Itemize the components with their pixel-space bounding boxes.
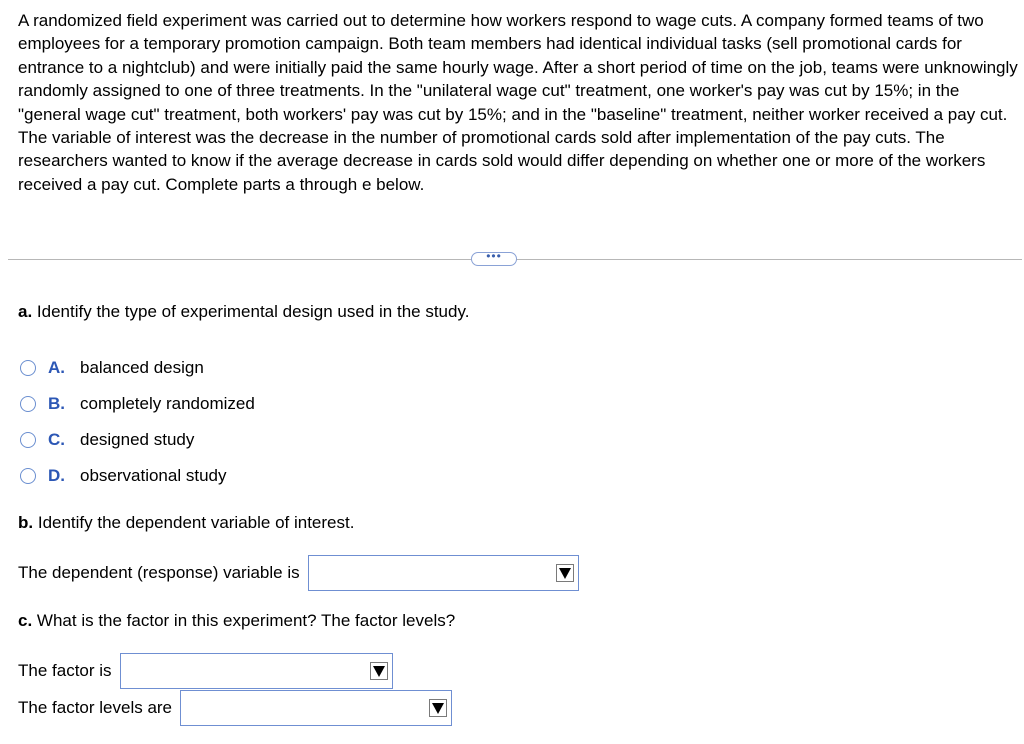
factor-dropdown[interactable] (120, 653, 393, 689)
problem-intro: A randomized field experiment was carried out to determine how workers respond to wage cuts. A company formed teams of two employees for a temporary promotion campaign. Both team members had identical individual tasks (sell promotional cards for entrance to a nightclub) and were initially paid the same hourly wage. After a short period of time on the job, teams were unknowingly randomly assigned to one of three treatments. In the "unilateral wage cut" treatment, one worker's pay was cut by 15%; in the "general wage cut" treatment, both workers' pay was cut by 15%; and in the "baseline" treatment, neither worker received a pay cut. The variable of interest was the decrease in the number of promotional cards sold after implementation of the pay cuts. The researchers wanted to know if the average decrease in cards sold would differ depending on whether one or more of the workers received a pay cut. Complete parts a through e below. (18, 11, 1018, 194)
factor-label: The factor is (18, 661, 112, 680)
dependent-variable-label: The dependent (response) variable is (18, 563, 300, 582)
factor-row (18, 653, 393, 689)
part-b-text: Identify the dependent variable of interest. (37, 513, 355, 532)
ellipsis-icon: ••• (486, 249, 502, 263)
dependent-variable-row (18, 555, 579, 591)
dropdown-arrow-icon[interactable] (556, 564, 574, 582)
option-letter: A. (48, 358, 65, 377)
option-letter: B. (48, 394, 65, 413)
dropdown-arrow-icon[interactable] (370, 662, 388, 680)
radio-button[interactable] (20, 468, 36, 484)
option-text: completely randomized (80, 394, 255, 413)
part-c-letter: c. (18, 611, 33, 630)
option-c[interactable] (20, 429, 194, 451)
option-text: designed study (80, 430, 195, 449)
part-a-question (18, 301, 469, 323)
part-a-text: Identify the type of experimental design used in the study. (36, 302, 470, 321)
dropdown-arrow-icon[interactable] (429, 699, 447, 717)
option-text: balanced design (80, 358, 204, 377)
radio-button[interactable] (20, 360, 36, 376)
factor-levels-row (18, 690, 452, 726)
radio-button[interactable] (20, 396, 36, 412)
option-a[interactable] (20, 357, 204, 379)
factor-levels-label: The factor levels are (18, 698, 173, 717)
part-b-question (18, 512, 354, 534)
option-letter: D. (48, 466, 65, 485)
option-letter: C. (48, 430, 65, 449)
part-b-letter: b. (18, 513, 34, 532)
expand-more-button[interactable] (471, 249, 517, 266)
radio-button[interactable] (20, 432, 36, 448)
option-text: observational study (80, 466, 227, 485)
option-d[interactable] (20, 465, 226, 487)
dependent-variable-dropdown[interactable] (308, 555, 579, 591)
part-c-text: What is the factor in this experiment? The factor levels? (36, 611, 456, 630)
option-b[interactable] (20, 393, 255, 415)
factor-levels-dropdown[interactable] (180, 690, 452, 726)
part-a-letter: a. (18, 302, 33, 321)
part-c-question (18, 610, 455, 632)
